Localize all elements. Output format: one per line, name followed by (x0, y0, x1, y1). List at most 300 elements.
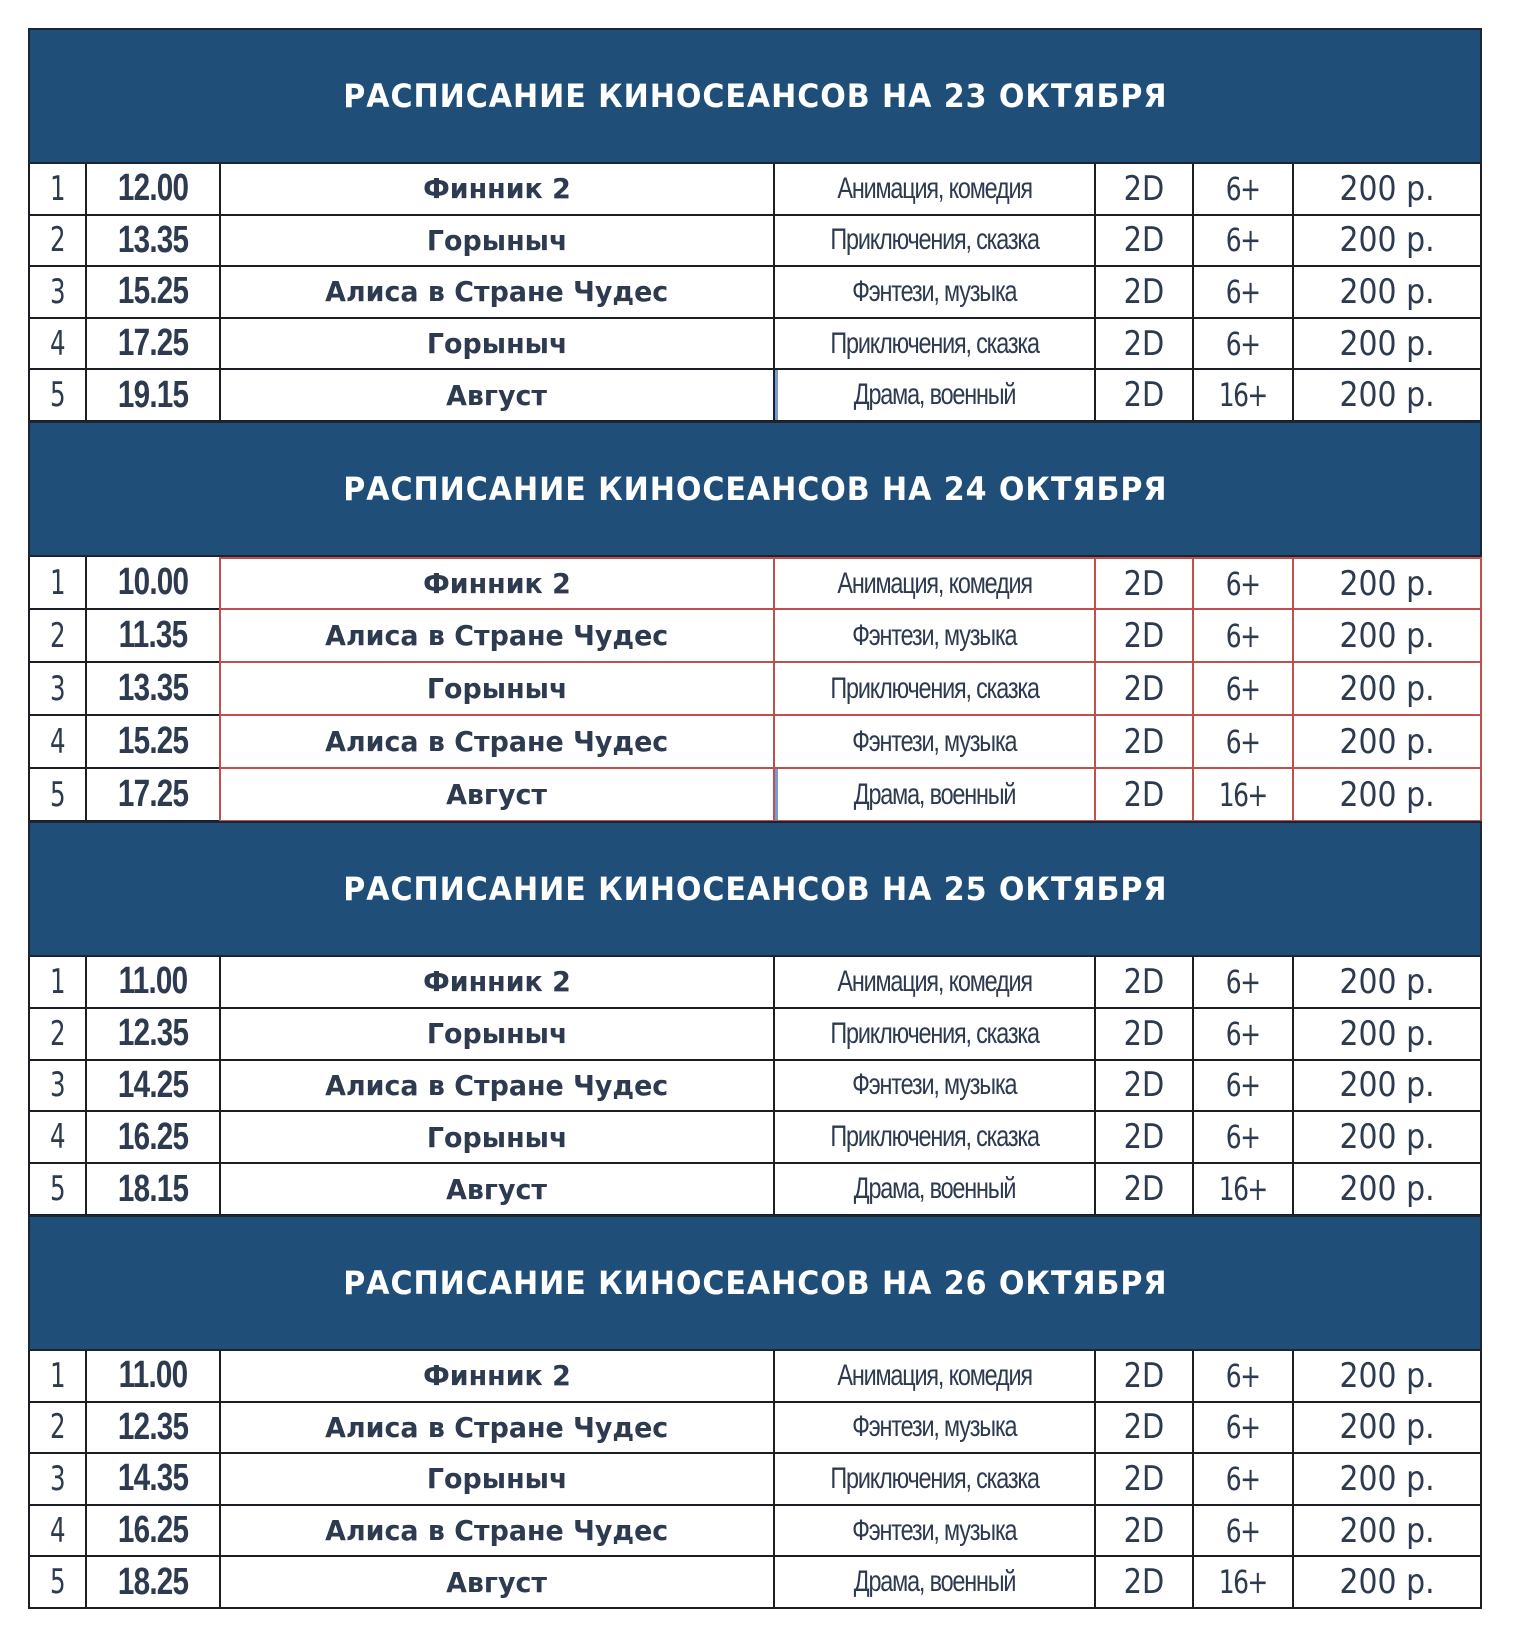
film-title: Август (446, 778, 548, 811)
ticket-price-cell (1292, 1061, 1482, 1113)
showtime: 15.25 (117, 720, 189, 762)
film-format: 2D (1123, 721, 1165, 762)
row-number-cell (28, 1164, 85, 1216)
ticket-price: 200 р. (1339, 668, 1435, 709)
table-row (28, 1061, 1482, 1113)
row-number: 3 (49, 1065, 66, 1106)
section-header (28, 821, 1482, 957)
section-title: РАСПИСАНИЕ КИНОСЕАНСОВ НА 23 ОКТЯБРЯ (342, 77, 1168, 115)
film-genre: Приключения, сказка (830, 671, 1039, 705)
ticket-price-cell (1292, 1112, 1482, 1164)
film-format-cell (1094, 663, 1192, 716)
showtime-cell (85, 319, 219, 371)
ticket-price: 200 р. (1339, 271, 1435, 312)
age-rating-cell (1192, 1454, 1292, 1506)
section-title: РАСПИСАНИЕ КИНОСЕАНСОВ НА 26 ОКТЯБРЯ (342, 1264, 1168, 1302)
film-genre-cell (773, 957, 1094, 1009)
age-rating-cell (1192, 216, 1292, 268)
row-number: 2 (49, 615, 66, 656)
section-header (28, 1215, 1482, 1351)
film-genre-cell (773, 1557, 1094, 1609)
row-number: 3 (49, 1458, 66, 1499)
film-title: Алиса в Стране Чудес (325, 1068, 669, 1102)
film-title-cell (219, 557, 773, 610)
row-number-cell (28, 1061, 85, 1113)
age-rating-cell (1192, 769, 1292, 822)
age-rating: 16+ (1219, 1563, 1267, 1602)
age-rating: 6+ (1226, 1066, 1260, 1105)
film-format-cell (1094, 1506, 1192, 1558)
age-rating-cell (1192, 1351, 1292, 1403)
showtime-cell (85, 1557, 219, 1609)
ticket-price-cell (1292, 1557, 1482, 1609)
ticket-price-cell (1292, 1009, 1482, 1061)
showtime-cell (85, 1112, 219, 1164)
row-number-cell (28, 319, 85, 371)
row-number-cell (28, 267, 85, 319)
film-genre-cell (773, 1454, 1094, 1506)
ticket-price: 200 р. (1339, 1407, 1435, 1448)
film-title: Финник 2 (423, 567, 571, 600)
film-title-cell (219, 663, 773, 716)
ticket-price-cell (1292, 267, 1482, 319)
ticket-price: 200 р. (1339, 323, 1435, 364)
table-row (28, 557, 1482, 610)
section-rows (28, 1351, 1482, 1609)
row-number: 2 (49, 1013, 66, 1054)
showtime: 15.25 (117, 270, 189, 313)
showtime-cell (85, 267, 219, 319)
showtime: 18.25 (117, 1560, 189, 1603)
table-row (28, 1557, 1482, 1609)
film-title-cell (219, 1506, 773, 1558)
film-title-cell (219, 1009, 773, 1061)
film-format-cell (1094, 1061, 1192, 1113)
ticket-price: 200 р. (1339, 1169, 1435, 1210)
film-format: 2D (1123, 1117, 1165, 1158)
age-rating-cell (1192, 267, 1292, 319)
showtime-cell (85, 769, 219, 822)
film-title: Горыныч (426, 327, 568, 361)
section-title: РАСПИСАНИЕ КИНОСЕАНСОВ НА 24 ОКТЯБРЯ (342, 470, 1168, 508)
film-genre-cell (773, 663, 1094, 716)
row-number-cell (28, 216, 85, 268)
age-rating: 16+ (1219, 775, 1267, 814)
film-format: 2D (1123, 961, 1165, 1002)
age-rating: 16+ (1219, 376, 1267, 415)
row-number-cell (28, 557, 85, 610)
film-title-cell (219, 1351, 773, 1403)
film-format: 2D (1123, 1065, 1165, 1106)
row-number-cell (28, 1557, 85, 1609)
film-genre: Анимация, комедия (837, 964, 1032, 998)
film-format: 2D (1123, 271, 1165, 312)
ticket-price: 200 р. (1339, 615, 1435, 656)
table-row (28, 1164, 1482, 1216)
table-row (28, 1454, 1482, 1506)
section-header (28, 28, 1482, 164)
row-number: 5 (49, 1169, 66, 1210)
row-number: 3 (49, 271, 66, 312)
ticket-price: 200 р. (1339, 375, 1435, 416)
age-rating-cell (1192, 1557, 1292, 1609)
film-title: Алиса в Стране Чудес (325, 275, 669, 309)
row-number: 4 (49, 1117, 66, 1158)
film-format-cell (1094, 319, 1192, 371)
film-title-cell (219, 610, 773, 663)
film-title: Финник 2 (423, 172, 571, 206)
age-rating: 6+ (1226, 221, 1260, 260)
film-genre-cell (773, 216, 1094, 268)
age-rating: 16+ (1219, 1170, 1267, 1209)
film-genre: Фэнтези, музыка (852, 618, 1017, 652)
film-format: 2D (1123, 615, 1165, 656)
film-format-cell (1094, 267, 1192, 319)
showtime-cell (85, 557, 219, 610)
film-genre-cell (773, 769, 1094, 822)
showtime: 16.25 (117, 1115, 189, 1158)
age-rating: 6+ (1226, 1118, 1260, 1157)
showtime-cell (85, 610, 219, 663)
film-genre: Фэнтези, музыка (852, 1410, 1017, 1444)
showtime-cell (85, 164, 219, 216)
film-genre: Драма, военный (853, 777, 1016, 811)
film-title-cell (219, 957, 773, 1009)
ticket-price-cell (1292, 716, 1482, 769)
showtime-cell (85, 370, 219, 422)
ticket-price: 200 р. (1339, 220, 1435, 261)
film-genre-cell (773, 1164, 1094, 1216)
showtime: 13.35 (117, 667, 189, 709)
age-rating: 6+ (1226, 272, 1260, 311)
film-format-cell (1094, 1351, 1192, 1403)
row-number-cell (28, 663, 85, 716)
age-rating: 6+ (1226, 962, 1260, 1001)
showtime: 17.25 (117, 322, 189, 365)
age-rating-cell (1192, 1164, 1292, 1216)
row-number-cell (28, 1506, 85, 1558)
ticket-price-cell (1292, 769, 1482, 822)
age-rating: 6+ (1226, 1408, 1260, 1447)
film-title: Горыныч (426, 1017, 568, 1051)
film-format-cell (1094, 1557, 1192, 1609)
age-rating-cell (1192, 663, 1292, 716)
age-rating: 6+ (1226, 1356, 1260, 1395)
ticket-price: 200 р. (1339, 168, 1435, 209)
film-title: Финник 2 (423, 965, 571, 999)
ticket-price-cell (1292, 1403, 1482, 1455)
showtime-cell (85, 1061, 219, 1113)
film-format: 2D (1123, 1169, 1165, 1210)
film-genre: Анимация, комедия (837, 566, 1032, 600)
section-rows (28, 557, 1482, 822)
ticket-price-cell (1292, 1454, 1482, 1506)
film-genre: Фэнтези, музыка (852, 1068, 1017, 1102)
row-number: 4 (49, 323, 66, 364)
age-rating-cell (1192, 164, 1292, 216)
film-genre: Драма, военный (853, 1565, 1016, 1599)
ticket-price: 200 р. (1339, 961, 1435, 1002)
age-rating-cell (1192, 610, 1292, 663)
showtime: 11.35 (118, 614, 188, 656)
film-format-cell (1094, 769, 1192, 822)
ticket-price: 200 р. (1339, 1510, 1435, 1551)
showtime: 11.00 (118, 960, 188, 1003)
film-genre: Приключения, сказка (830, 1120, 1039, 1154)
film-genre: Приключения, сказка (830, 326, 1039, 360)
ticket-price: 200 р. (1339, 563, 1435, 604)
row-number-cell (28, 957, 85, 1009)
section-header (28, 421, 1482, 557)
age-rating: 6+ (1226, 616, 1260, 655)
film-title: Алиса в Стране Чудес (325, 1514, 669, 1548)
row-number-cell (28, 1112, 85, 1164)
film-title: Алиса в Стране Чудес (325, 619, 669, 652)
film-title-cell (219, 1557, 773, 1609)
showtime: 14.25 (117, 1063, 189, 1106)
film-title-cell (219, 370, 773, 422)
film-format-cell (1094, 1164, 1192, 1216)
film-title-cell (219, 1454, 773, 1506)
film-title-cell (219, 267, 773, 319)
showtime-cell (85, 663, 219, 716)
row-number: 2 (49, 220, 66, 261)
age-rating-cell (1192, 1403, 1292, 1455)
showtime: 16.25 (117, 1509, 189, 1552)
film-format: 2D (1123, 1355, 1165, 1396)
row-number-cell (28, 370, 85, 422)
row-number: 5 (49, 1562, 66, 1603)
showtime: 12.35 (117, 1405, 189, 1448)
showtime: 17.25 (117, 773, 189, 815)
film-genre-cell (773, 610, 1094, 663)
film-title: Горыныч (426, 223, 568, 257)
section-rows (28, 957, 1482, 1216)
film-format-cell (1094, 1009, 1192, 1061)
film-title-cell (219, 1061, 773, 1113)
film-genre-cell (773, 1351, 1094, 1403)
age-rating-cell (1192, 1061, 1292, 1113)
row-number: 1 (49, 1355, 66, 1396)
row-number-cell (28, 164, 85, 216)
showtime-cell (85, 1454, 219, 1506)
film-genre-cell (773, 1403, 1094, 1455)
age-rating: 6+ (1226, 324, 1260, 363)
film-format: 2D (1123, 168, 1165, 209)
film-title: Горыныч (426, 672, 568, 705)
film-format: 2D (1123, 1458, 1165, 1499)
film-format: 2D (1123, 1407, 1165, 1448)
row-number: 5 (49, 774, 66, 815)
film-genre: Драма, военный (853, 378, 1016, 412)
table-row (28, 164, 1482, 216)
showtime: 10.00 (117, 561, 189, 603)
age-rating-cell (1192, 957, 1292, 1009)
ticket-price-cell (1292, 1351, 1482, 1403)
table-row (28, 1506, 1482, 1558)
table-row (28, 1112, 1482, 1164)
ticket-price-cell (1292, 663, 1482, 716)
row-number-cell (28, 1403, 85, 1455)
ticket-price-cell (1292, 557, 1482, 610)
age-rating-cell (1192, 319, 1292, 371)
table-row (28, 610, 1482, 663)
ticket-price: 200 р. (1339, 1562, 1435, 1603)
film-format: 2D (1123, 375, 1165, 416)
film-genre-cell (773, 716, 1094, 769)
ticket-price: 200 р. (1339, 721, 1435, 762)
row-number: 3 (49, 668, 66, 709)
film-format-cell (1094, 370, 1192, 422)
table-row (28, 1403, 1482, 1455)
table-row (28, 319, 1482, 371)
section-title: РАСПИСАНИЕ КИНОСЕАНСОВ НА 25 ОКТЯБРЯ (342, 870, 1168, 908)
age-rating-cell (1192, 1506, 1292, 1558)
row-number-cell (28, 1454, 85, 1506)
ticket-price-cell (1292, 164, 1482, 216)
showtime-cell (85, 1506, 219, 1558)
film-genre: Анимация, комедия (837, 171, 1032, 205)
film-format-cell (1094, 557, 1192, 610)
age-rating: 6+ (1226, 669, 1260, 708)
ticket-price: 200 р. (1339, 1355, 1435, 1396)
film-format-cell (1094, 1403, 1192, 1455)
ticket-price-cell (1292, 319, 1482, 371)
table-row (28, 716, 1482, 769)
showtime: 19.15 (117, 373, 189, 416)
film-format: 2D (1123, 668, 1165, 709)
row-number: 5 (49, 375, 66, 416)
age-rating: 6+ (1226, 722, 1260, 761)
film-title: Август (446, 378, 548, 412)
film-format-cell (1094, 716, 1192, 769)
film-title-cell (219, 319, 773, 371)
film-title: Горыныч (426, 1462, 568, 1496)
showtime-cell (85, 1351, 219, 1403)
table-row (28, 663, 1482, 716)
film-genre: Фэнтези, музыка (852, 274, 1017, 308)
film-genre-cell (773, 370, 1094, 422)
film-genre-cell (773, 319, 1094, 371)
film-genre: Приключения, сказка (830, 223, 1039, 257)
film-genre: Приключения, сказка (830, 1016, 1039, 1050)
age-rating: 6+ (1226, 564, 1260, 603)
age-rating-cell (1192, 370, 1292, 422)
age-rating: 6+ (1226, 169, 1260, 208)
film-title: Август (446, 1565, 548, 1599)
showtime: 12.00 (117, 167, 189, 210)
film-format: 2D (1123, 563, 1165, 604)
showtime-cell (85, 216, 219, 268)
ticket-price: 200 р. (1339, 1065, 1435, 1106)
showtime: 11.00 (118, 1354, 188, 1397)
age-rating-cell (1192, 1009, 1292, 1061)
film-genre-cell (773, 1061, 1094, 1113)
section-rows (28, 164, 1482, 422)
row-number: 4 (49, 1510, 66, 1551)
ticket-price-cell (1292, 370, 1482, 422)
film-genre-cell (773, 1009, 1094, 1061)
film-genre-cell (773, 557, 1094, 610)
showtime: 18.15 (117, 1167, 189, 1210)
film-title: Алиса в Стране Чудес (325, 1410, 669, 1444)
film-genre: Приключения, сказка (830, 1461, 1039, 1495)
ticket-price-cell (1292, 1164, 1482, 1216)
film-format: 2D (1123, 1013, 1165, 1054)
row-number: 1 (49, 562, 66, 603)
film-format-cell (1094, 216, 1192, 268)
film-format-cell (1094, 957, 1192, 1009)
table-row (28, 216, 1482, 268)
age-rating: 6+ (1226, 1459, 1260, 1498)
age-rating-cell (1192, 1112, 1292, 1164)
table-row (28, 1009, 1482, 1061)
row-number: 2 (49, 1407, 66, 1448)
film-format: 2D (1123, 1562, 1165, 1603)
film-title: Август (446, 1172, 548, 1206)
table-row (28, 769, 1482, 822)
row-number: 4 (49, 721, 66, 762)
film-format: 2D (1123, 323, 1165, 364)
film-genre: Фэнтези, музыка (852, 1513, 1017, 1547)
row-number-cell (28, 1351, 85, 1403)
film-title: Алиса в Стране Чудес (325, 725, 669, 758)
row-number: 1 (49, 168, 66, 209)
age-rating: 6+ (1226, 1511, 1260, 1550)
film-format-cell (1094, 610, 1192, 663)
film-genre-cell (773, 267, 1094, 319)
film-genre-cell (773, 1506, 1094, 1558)
row-number-cell (28, 610, 85, 663)
row-number: 1 (49, 961, 66, 1002)
age-rating-cell (1192, 716, 1292, 769)
film-format: 2D (1123, 774, 1165, 815)
showtime: 14.35 (117, 1457, 189, 1500)
film-title-cell (219, 1112, 773, 1164)
ticket-price: 200 р. (1339, 1117, 1435, 1158)
film-title-cell (219, 1403, 773, 1455)
ticket-price-cell (1292, 957, 1482, 1009)
showtime-cell (85, 716, 219, 769)
ticket-price-cell (1292, 216, 1482, 268)
film-format: 2D (1123, 220, 1165, 261)
film-format-cell (1094, 1454, 1192, 1506)
film-title-cell (219, 1164, 773, 1216)
table-row (28, 370, 1482, 422)
ticket-price: 200 р. (1339, 1013, 1435, 1054)
table-row (28, 957, 1482, 1009)
film-genre: Анимация, комедия (837, 1358, 1032, 1392)
film-format-cell (1094, 164, 1192, 216)
showtime-cell (85, 1009, 219, 1061)
showtime: 12.35 (117, 1012, 189, 1055)
film-genre-cell (773, 164, 1094, 216)
showtime-cell (85, 1164, 219, 1216)
film-title: Финник 2 (423, 1359, 571, 1393)
film-title: Горыныч (426, 1120, 568, 1154)
ticket-price: 200 р. (1339, 774, 1435, 815)
showtime: 13.35 (117, 218, 189, 261)
row-number-cell (28, 1009, 85, 1061)
row-number-cell (28, 716, 85, 769)
ticket-price-cell (1292, 1506, 1482, 1558)
film-format: 2D (1123, 1510, 1165, 1551)
showtime-cell (85, 957, 219, 1009)
film-title-cell (219, 716, 773, 769)
film-title-cell (219, 216, 773, 268)
table-row (28, 267, 1482, 319)
film-title-cell (219, 769, 773, 822)
